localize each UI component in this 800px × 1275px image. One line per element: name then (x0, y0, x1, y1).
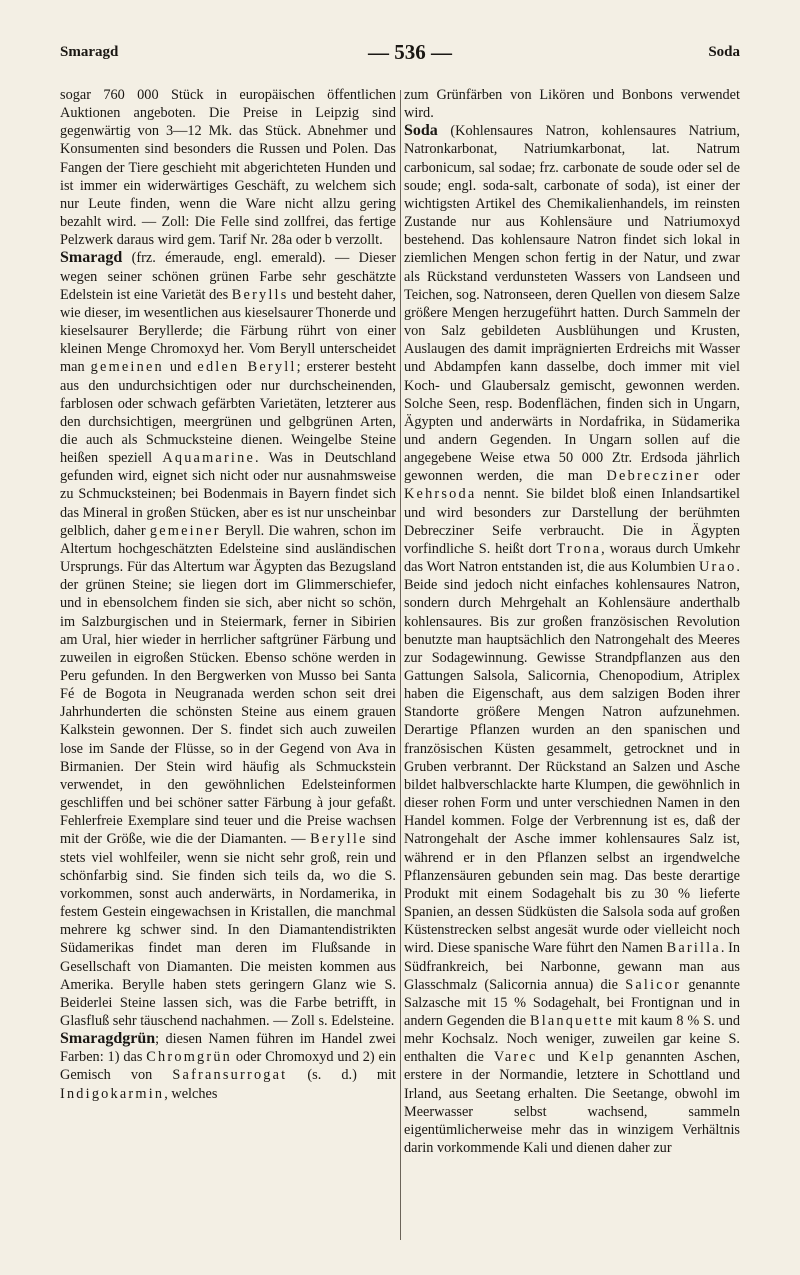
right-column (404, 86, 740, 1246)
left-column (60, 86, 396, 1246)
paragraph-continuation: sogar 760 000 Stück in europäischen öffentlichen Auktionen angeboten. Die Preise in Leipzig sind gegenwärtig von 3—12 Mk. das Stück. Abnehmer und Konsumenten sind besonders die Russen und Polen. Das Fangen der Tiere geschieht mit abgerichteten Hunden und ist immer ein widerwärtiges Geschäft, zu welchem sich nur Leute finden, wenn die Ware nicht allzu gering bezahlt wird. — Zoll: Die Felle sind zollfrei, das fertige Pelzwerk daraus wird gem. Tarif Nr. 28a oder b verzollt. (60, 87, 396, 249)
page-header (60, 40, 740, 70)
page-number: — 536 — (368, 40, 452, 64)
entry-smaragdgruen: Smaragdgrün; diesen Namen führen im Handel zwei Farben: 1) das Chromgrün oder Chromoxyd und 2) ein Gemisch von Safransurrogat (s. d.) mit Indigokarmin, welches (60, 1030, 396, 1102)
paragraph-continuation-right: zum Grünfärben von Likören und Bonbons verwendet wird. (404, 87, 740, 122)
headword-soda: Soda (404, 122, 438, 140)
header-left-keyword: Smaragd (60, 44, 119, 60)
entry-smaragd: Smaragd (frz. émeraude, engl. emerald). — Dieser wegen seiner schönen grünen Farbe sehr geschätzte Edelstein ist eine Varietät des Berylls und besteht daher, wie dieser, im wesentlichen aus kieselsaurer Thonerde und kieselsaurer Beryllerde; die Färbung rührt von einer kleinen Menge Chromoxyd her. Vom Beryll unterscheidet man gemeinen und edlen Beryll; ersterer besteht aus den undurchsichtigen oder nur durchscheinenden, farblosen oder schwach gefärbten Varietäten, letzterer aus den durchsichtigen, meergrünen und gelbgrünen Arten, die auch als Schmucksteine dienen. Weingelbe Steine heißen speziell Aquamarine. Was in Deutschland gefunden wird, eignet sich nicht oder nur ausnahmsweise zu Schmucksteinen; bei Bodenmais in Bayern findet sich das Mineral in großen Stücken, aber es ist nur unscheinbar gelblich, daher gemeiner Beryll. Die wahren, schon im Altertum hochgeschätzten Edelsteine sind ausländischen Ursprungs. Für das Altertum war Ägypten das Bezugsland der grünen Steine; sie liegen dort im Glimmerschiefer, und in ebensolchem finden sie sich, aber nicht so schön, im Salzburgischen und in Steiermark, ferner in Sibirien am Ural, hier wieder in herrlicher saftgrüner Färbung und zuweilen in eigroßen Stücken. Ebenso schöne werden in Peru gefunden. In den Bergwerken von Musso bei Santa Fé de Bogota in Neugranada werden schon seit drei Jahrhunderten die schönsten Steine aus einem grauen Kalkstein gewonnen. Der S. findet sich auch zuweilen lose im Sande der Flüsse, so in der Gegend von Ava in Birmanien. Der Stein wird häufig als Schmuckstein verwendet, in den gewöhnlichen Edelsteinformen geschliffen und bei schöner satter Färbung à jour gefaßt. Fehlerfreie Exemplare sind teuer und die Preise wachsen mit der Größe, wie die der Diamanten. — Berylle sind stets viel wohlfeiler, wenn sie nicht sehr groß, rein und schönfarbig sind. Sie finden sich teils da, wo die S. vorkommen, sonst auch anderwärts, in Nordamerika, in festem Gestein eingewachsen in Kristallen, die manchmal mehrere kg schwer sind. In den Diamantendistrikten Südamerikas findet man deren im Flußsande in Gesellschaft von Diamanten. Die meisten kommen aus Amerika. Berylle haben stets geringern Glanz wie S. Beiderlei Steine lassen sich, was die Farbe betrifft, in Glasfluß sehr täuschend nachahmen. — Zoll s. Edelsteine. (60, 249, 396, 1029)
entry-soda: Soda (Kohlensaures Natron, kohlensaures Natrium, Natronkarbonat, Natriumkarbonat, lat. Natrum carbonicum, sal sodae; frz. carbonate de soude oder sel de soude; engl. soda-salt, carbonate of soda), ist einer der wichtigsten Artikel des Chemikalienhandels, im reinsten Zustande nur aus Kohlensäure und Natriumoxyd bestehend. Das kohlensaure Natron findet sich lokal in ziemlichen Mengen schon fertig in der Natur, und zwar als Rückstand verdunsteten Wassers von Landseen und Teichen, sog. Natronseen, deren Quellen von diesem Salze größere Mengen herzugeführt hatten. Durch Sammeln der von Salz gebildeten Ausblühungen und Krusten, Auslaugen des damit imprägnierten Erdreichs mit Wasser und Abdampfen kann dasselbe, doch immer mit viel Koch- und Glaubersalz gemischt, gewonnen werden. Solche Seen, resp. Bodenflächen, finden sich in Ungarn, Ägypten und anderwärts in Nordafrika, in Südamerika und andern Gegenden. In Ungarn sollen auf die angegebene Weise etwa 50 000 Ztr. Erdsoda jährlich gewonnen werden, die man Debrecziner oder Kehrsoda nennt. Sie bildet bloß einen Inlandsartikel und wird besonders zur Darstellung der berühmten Debrecziner Seife verbraucht. Die in Ägypten vorfindliche S. heißt dort Trona, woraus durch Umkehr das Wort Natron entstanden ist, die aus Kolumbien Urao. Beide sind jedoch nicht einfaches kohlensaures Natron, sondern durch Mehrgehalt an Kohlensäure anderthalb kohlensaures. Bis zur großen französischen Revolution benutzte man hauptsächlich den Natrongehalt des Meeres zur Sodagewinnung. Gewisse Strandpflanzen aus den Gattungen Salsola, Salicornia, Chenopodium, Atriplex haben die Eigenschaft, aus dem salzigen Boden ihrer Standorte größere Mengen Natron aufzunehmen. Derartige Pflanzen wurden an den spanischen und französischen Küsten gesammelt, getrocknet und in Gruben verbrannt. Der Rückstand an Salzen und Asche bildet halbverschlackte harte Klumpen, die gewöhnlich in dieser rohen Form und unter verschiednen Namen in den Handel kommen. Folge der Verbrennung ist es, daß der Natrongehalt der Asche immer kohlensaures Salz ist, während er in den Pflanzen selbst an irgendwelche Pflanzensäuren gebunden sein mag. Das beste derartige Produkt mit einem Sodagehalt bis zu 30 % lieferte Spanien, an dessen Südküsten die Salsola soda auf großen Küstenstrecken selbst angesät wurde oder vielleicht noch wird. Diese spanische Ware führt den Namen Barilla. In Südfrankreich, bei Narbonne, gewann man aus Glasschmalz (Salicornia annua) die Salicor genannte Salzasche mit 15 % Sodagehalt, bei Frontignan und in andern Gegenden die Blanquette mit kaum 8 % S. und mehr Kochsalz. Noch weniger, zuweilen gar keine S. enthalten die Varec und Kelp genannten Aschen, erstere in der Normandie, letztere in Schottland und Irland, aus Seetang erhalten. Die Seetange, obwohl im Meerwasser selbst wachsend, sammeln eigentümlicherweise mehr das in winzigem Verhältnis darin vorkommende Kali und dienen daher zur (404, 122, 740, 1157)
text-columns (60, 86, 748, 1246)
headword-smaragdgruen: Smaragdgrün (60, 1030, 156, 1048)
headword-smaragd: Smaragd (60, 249, 123, 267)
header-right-keyword: Soda (708, 44, 740, 60)
column-divider (400, 90, 401, 1240)
